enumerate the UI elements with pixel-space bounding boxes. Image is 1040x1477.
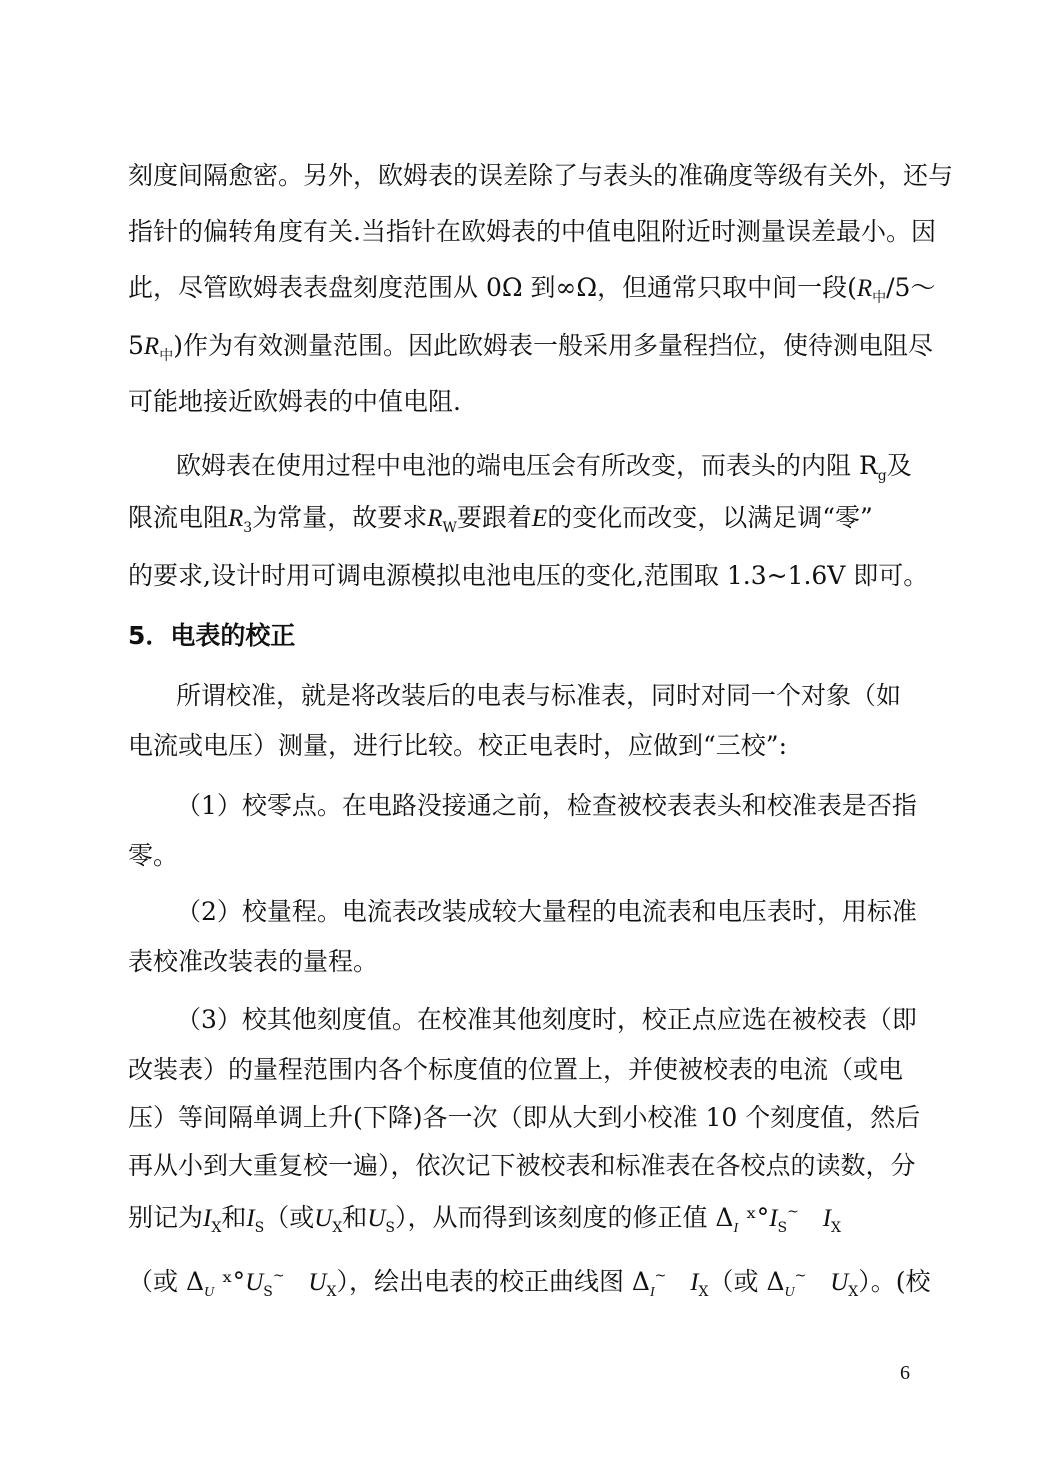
tilde-mark: ~ [272, 1268, 285, 1284]
page-number: 6 [900, 1362, 910, 1384]
symbol-I: I [769, 1205, 778, 1232]
subscript: X [698, 1284, 709, 1300]
text: ）。(校 [858, 1267, 931, 1296]
paragraph-line: 再从小到大重复校一遍），依次记下被校表和标准表在各校点的读数，分 [128, 1151, 916, 1180]
text: 要跟着 [456, 503, 532, 532]
subscript: 3 [243, 520, 253, 536]
text: /5～ [886, 273, 936, 302]
symbol-U: U [314, 1205, 333, 1232]
text: 限流电阻 [128, 503, 229, 532]
symbol-I: I [690, 1269, 699, 1296]
text: 欧姆表在使用过程中电池的端电压会有所改变，而表头的内阻 R [176, 451, 878, 480]
text: （或 Δ [708, 1267, 785, 1296]
symbol-I: I [733, 1221, 739, 1236]
subscript: g [877, 468, 887, 484]
paragraph-line: （2）校量程。电流表改装成较大量程的电流表和电压表时，用标准 [176, 897, 917, 926]
symbol-U: U [784, 1285, 795, 1300]
paragraph-line: 可能地接近欧姆表的中值电阻. [128, 387, 461, 416]
subscript: X [326, 1284, 337, 1300]
symbol-U: U [830, 1269, 849, 1296]
section-heading: 5．电表的校正 [128, 621, 296, 650]
paragraph-line [128, 502, 958, 535]
symbol-U: U [367, 1205, 386, 1232]
text: 此，尽管欧姆表表盘刻度范围从 0Ω 到∞Ω，但通常只取中间一段( [128, 273, 857, 302]
symbol-U: U [204, 1285, 215, 1300]
symbol-R: R [856, 275, 873, 302]
paragraph-line: 的要求,设计时用可调电源模拟电池电压的变化,范围取 1.3~1.6V 即可。 [128, 561, 929, 590]
text: ˣ° [214, 1267, 246, 1296]
subscript: S [263, 1284, 273, 1300]
text: 及 [886, 451, 912, 480]
text: 为常量，故要求 [252, 503, 428, 532]
paragraph-line: 电流或电压）测量，进行比较。校正电表时，应做到“三校”: [128, 731, 787, 760]
subscript [650, 1284, 655, 1300]
text: )作为有效测量范围。因此欧姆表一般采用多量程挡位，使待测电阻尽 [173, 331, 933, 360]
subscript: X [211, 1220, 222, 1236]
text: ），绘出电表的校正曲线图 Δ [336, 1267, 650, 1296]
symbol-R: R [228, 505, 244, 532]
tilde-mark: ~ [794, 1268, 807, 1284]
symbol-I: I [203, 1205, 212, 1232]
text: 的变化而改变，以满足调“零” [547, 503, 873, 532]
text: 和 [342, 1203, 368, 1232]
symbol-E: E [531, 505, 548, 532]
paragraph-line: 压）等间隔单调上升(下降)各一次（即从大到小校准 10 个刻度值，然后 [128, 1103, 921, 1132]
subscript: X [831, 1220, 841, 1236]
symbol-R: R [427, 505, 443, 532]
paragraph-line: 改装表）的量程范围内各个标度值的位置上，并使被校表的电流（或电 [128, 1055, 904, 1084]
subscript: S [254, 1220, 265, 1236]
subscript [785, 1284, 795, 1300]
subscript: W [442, 520, 457, 536]
paragraph-line [128, 1266, 958, 1299]
paragraph-line: 表校准改装表的量程。 [128, 947, 379, 976]
symbol-U: U [308, 1269, 327, 1296]
text: ˣ° [738, 1203, 770, 1232]
symbol-U: U [245, 1269, 264, 1296]
subscript: S [385, 1220, 395, 1236]
paragraph-line [128, 1202, 958, 1235]
paragraph-line [128, 272, 958, 305]
paragraph-line: （3）校其他刻度值。在校准其他刻度时，校正点应选在被校表（即 [176, 1005, 917, 1034]
subscript: X [848, 1284, 859, 1300]
text: （或 [264, 1203, 315, 1232]
symbol-R: R [143, 333, 160, 360]
paragraph-line: 刻度间隔愈密。另外，欧姆表的误差除了与表头的准确度等级有关外，还与 [128, 161, 954, 190]
tilde-mark: ~ [654, 1268, 667, 1284]
text: 和 [221, 1203, 247, 1232]
symbol-I: I [649, 1285, 655, 1300]
text: 5 [128, 331, 144, 360]
paragraph-line [176, 450, 1006, 482]
paragraph-line: 零。 [128, 841, 179, 870]
symbol-I: I [822, 1205, 832, 1232]
text: （或 Δ [128, 1267, 205, 1296]
subscript: X [332, 1220, 343, 1236]
text: ），从而得到该刻度的修正值 Δ [394, 1203, 734, 1232]
subscript: 中 [159, 348, 174, 364]
paragraph-line: （1）校零点。在电路没接通之前，检查被校表表头和校准表是否指 [176, 791, 917, 820]
paragraph-line [128, 330, 958, 363]
paragraph-line: 所谓校准，就是将改装后的电表与标准表，同时对同一个对象（如 [176, 681, 902, 710]
symbol-I: I [246, 1205, 255, 1232]
subscript [204, 1284, 214, 1300]
subscript: 中 [872, 290, 887, 306]
tilde-mark: ~ [787, 1204, 799, 1220]
paragraph-line: 指针的偏转角度有关.当指针在欧姆表的中值电阻附近时测量误差最小。因 [128, 217, 936, 246]
subscript: S [777, 1220, 788, 1236]
text: 别记为 [128, 1203, 204, 1232]
